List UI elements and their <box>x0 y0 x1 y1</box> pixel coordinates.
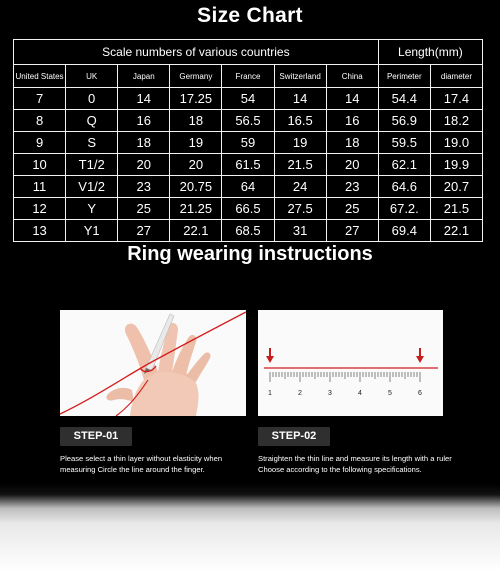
column-header: United States <box>14 65 66 88</box>
table-cell: 27 <box>326 220 378 242</box>
ruler-illustration <box>258 310 443 416</box>
table-cell: 18.2 <box>430 110 482 132</box>
step1-badge: STEP-01 <box>60 427 132 446</box>
step2-text: Straighten the thin line and measure its length with a ruler Choose according to the following specifications. <box>258 454 452 474</box>
table-cell: 20 <box>118 154 170 176</box>
size-chart-table <box>13 39 483 242</box>
table-cell: 24 <box>274 176 326 198</box>
step1-illustration <box>60 310 246 416</box>
table-cell: 68.5 <box>222 220 274 242</box>
table-cell: 59.5 <box>378 132 430 154</box>
column-header: Germany <box>170 65 222 88</box>
column-header: UK <box>66 65 118 88</box>
table-cell: Y1 <box>66 220 118 242</box>
hand-measuring-illustration <box>60 310 246 416</box>
table-cell: 64 <box>222 176 274 198</box>
table-cell: 56.5 <box>222 110 274 132</box>
table-row <box>14 198 483 220</box>
table-cell: 69.4 <box>378 220 430 242</box>
instructions-title: Ring wearing instructions <box>127 243 373 265</box>
table-cell: 16 <box>326 110 378 132</box>
table-cell: 27.5 <box>274 198 326 220</box>
table-cell: 21.5 <box>274 154 326 176</box>
table-cell: 23 <box>118 176 170 198</box>
table-cell: 59 <box>222 132 274 154</box>
step1-text: Please select a thin layer without elasticity when measuring Circle the line around the finger. <box>60 454 223 474</box>
table-cell: 18 <box>326 132 378 154</box>
table-cell: 17.4 <box>430 88 482 110</box>
table-cell: 23 <box>326 176 378 198</box>
table-cell: 18 <box>118 132 170 154</box>
length-group-header: Length(mm) <box>378 40 482 65</box>
table-cell: 14 <box>326 88 378 110</box>
table-row <box>14 88 483 110</box>
table-cell: 21.5 <box>430 198 482 220</box>
table-cell: 20 <box>170 154 222 176</box>
table-cell: S <box>66 132 118 154</box>
table-cell: 19.9 <box>430 154 482 176</box>
bottom-fade <box>0 484 500 571</box>
ruler-number: 5 <box>388 390 392 397</box>
ruler-number: 2 <box>298 390 302 397</box>
table-cell: 0 <box>66 88 118 110</box>
size-chart-title: Size Chart <box>197 4 303 27</box>
ruler-number: 4 <box>358 390 362 397</box>
table-cell: 20.7 <box>430 176 482 198</box>
table-cell: 13 <box>14 220 66 242</box>
table-cell: 67.2. <box>378 198 430 220</box>
ruler-number: 6 <box>418 390 422 397</box>
table-cell: 19 <box>170 132 222 154</box>
column-header: Japan <box>118 65 170 88</box>
table-cell: Q <box>66 110 118 132</box>
table-cell: 9 <box>14 132 66 154</box>
table-cell: 21.25 <box>170 198 222 220</box>
column-header: Switzerland <box>274 65 326 88</box>
table-cell: 14 <box>118 88 170 110</box>
column-header: diameter <box>430 65 482 88</box>
table-row <box>14 154 483 176</box>
table-row <box>14 220 483 242</box>
table-cell: 7 <box>14 88 66 110</box>
step2-badge: STEP-02 <box>258 427 330 446</box>
table-row <box>14 110 483 132</box>
table-cell: 54 <box>222 88 274 110</box>
column-header: Perimeter <box>378 65 430 88</box>
table-cell: 66.5 <box>222 198 274 220</box>
table-cell: 64.6 <box>378 176 430 198</box>
table-cell: 22.1 <box>170 220 222 242</box>
table-cell: 25 <box>326 198 378 220</box>
table-cell: Y <box>66 198 118 220</box>
table-cell: 12 <box>14 198 66 220</box>
ruler-number: 1 <box>268 390 272 397</box>
table-cell: 20.75 <box>170 176 222 198</box>
table-cell: 27 <box>118 220 170 242</box>
table-row <box>14 132 483 154</box>
column-header: China <box>326 65 378 88</box>
table-cell: 18 <box>170 110 222 132</box>
table-cell: T1/2 <box>66 154 118 176</box>
table-cell: 19.0 <box>430 132 482 154</box>
table-cell: V1/2 <box>66 176 118 198</box>
table-cell: 14 <box>274 88 326 110</box>
table-cell: 16 <box>118 110 170 132</box>
table-cell: 16.5 <box>274 110 326 132</box>
step2-illustration <box>258 310 443 416</box>
column-header: France <box>222 65 274 88</box>
table-cell: 54.4 <box>378 88 430 110</box>
table-cell: 31 <box>274 220 326 242</box>
table-cell: 56.9 <box>378 110 430 132</box>
table-row <box>14 176 483 198</box>
table-cell: 25 <box>118 198 170 220</box>
scale-group-header: Scale numbers of various countries <box>14 40 379 65</box>
table-cell: 19 <box>274 132 326 154</box>
table-cell: 20 <box>326 154 378 176</box>
table-cell: 22.1 <box>430 220 482 242</box>
table-cell: 62.1 <box>378 154 430 176</box>
table-cell: 10 <box>14 154 66 176</box>
table-cell: 17.25 <box>170 88 222 110</box>
table-column-header-row <box>14 65 483 88</box>
ruler-number: 3 <box>328 390 332 397</box>
table-cell: 61.5 <box>222 154 274 176</box>
table-cell: 8 <box>14 110 66 132</box>
table-group-header-row <box>14 40 483 65</box>
table-cell: 11 <box>14 176 66 198</box>
